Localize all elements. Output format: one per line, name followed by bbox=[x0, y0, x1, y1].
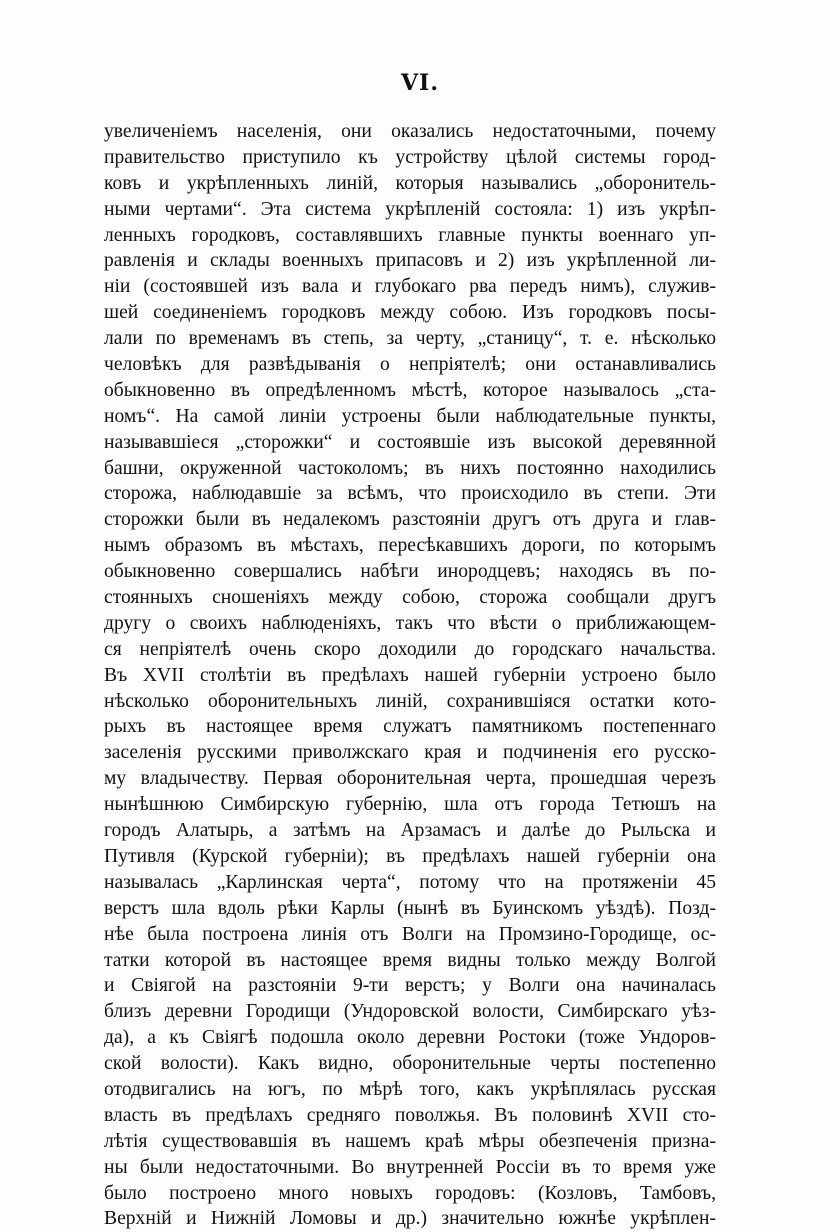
text-line: другу о своихъ наблюденiяхъ, такъ что вѣсти о приближающем- bbox=[104, 612, 716, 634]
text-line: верстъ шла вдоль рѣки Карлы (нынѣ въ Буинскомъ уѣздѣ). Позд- bbox=[104, 897, 716, 919]
text-line: заселенiя русскими приволжскаго края и подчиненiя его русско- bbox=[104, 742, 716, 764]
text-line: человѣкъ для развѣдыванiя о непрiятелѣ; они останавливались bbox=[104, 354, 716, 376]
text-line: и Свiягой на разстоянiи 9-ти верстъ; у Волги она начиналась bbox=[104, 975, 716, 997]
text-line: ковъ и укрѣпленныхъ линiй, которыя назывались „оборонитель- bbox=[104, 172, 716, 194]
text-line: увеличенiемъ населенiя, они оказались недостаточными, почему bbox=[104, 121, 716, 142]
text-line: нѣе была построена линiя отъ Волги на Промзино-Городище, ос- bbox=[104, 923, 716, 945]
text-line: ской волости). Какъ видно, оборонительные черты постепенно bbox=[104, 1053, 716, 1075]
text-line: близъ деревни Городищи (Ундоровской волости, Симбирскаго уѣз- bbox=[104, 1001, 716, 1023]
text-line: лѣтiя существовавшiя въ нашемъ краѣ мѣры обезпеченiя призна- bbox=[104, 1130, 716, 1152]
text-line: обыкновенно въ опредѣленномъ мѣстѣ, которое называлось „ста- bbox=[104, 379, 716, 401]
text-line: обыкновенно совершались набѣги инородцевъ; находясь въ по- bbox=[104, 561, 716, 583]
text-line: нѣсколько оборонительныхъ линiй, сохранившiяся остатки кото- bbox=[104, 690, 716, 712]
text-line: Путивля (Курской губернiи); въ предѣлахъ нашей губернiи она bbox=[104, 845, 716, 867]
text-line: правительство приступило къ устройству цѣлой системы город- bbox=[104, 146, 716, 168]
text-line: называвшiеся „сторожки“ и состоявшiе изъ высокой деревянной bbox=[104, 431, 716, 453]
text-line: нынѣшнюю Симбирскую губернiю, шла отъ города Тетюшъ на bbox=[104, 794, 716, 816]
text-line: татки которой въ настоящее время видны только между Волгой bbox=[104, 949, 716, 971]
text-line: му владычеству. Первая оборонительная черта, прошедшая черезъ bbox=[104, 768, 716, 790]
text-line: сторожки были въ недалекомъ разстоянiи другъ отъ друга и глав- bbox=[104, 509, 716, 531]
text-line: номъ“. На самой линiи устроены были наблюдательные пункты, bbox=[104, 405, 716, 427]
text-line: сторожа, наблюдавшiе за всѣмъ, что происходило въ степи. Эти bbox=[104, 483, 716, 505]
page-number: VI. bbox=[400, 70, 440, 96]
text-line: рыхъ въ настоящее время служатъ памятникомъ постепеннаго bbox=[104, 716, 716, 738]
text-line: лали по временамъ въ степь, за черту, „станицу“, т. е. нѣсколько bbox=[104, 328, 716, 350]
text-line: отодвигались на югъ, по мѣрѣ того, какъ укрѣплялась русская bbox=[104, 1078, 716, 1100]
text-line: Верхнiй и Нижнiй Ломовы и др.) значительно южнѣе укрѣплен- bbox=[104, 1208, 716, 1230]
text-line: ленныхъ городковъ, составлявшихъ главные пункты военнаго уп- bbox=[104, 224, 716, 246]
text-line: ны были недостаточными. Во внутренней Россiи въ то время уже bbox=[104, 1156, 716, 1178]
text-line: было построено много новыхъ городовъ: (Козловъ, Тамбовъ, bbox=[104, 1182, 716, 1204]
text-line: нымъ образомъ въ мѣстахъ, пересѣкавшихъ дороги, по которымъ bbox=[104, 535, 716, 557]
text-line: ными чертами“. Эта система укрѣпленiй состояла: 1) изъ укрѣп- bbox=[104, 198, 716, 220]
text-line: нiи (состоявшей изъ вала и глубокаго рва передъ нимъ), служив- bbox=[104, 276, 716, 298]
text-line: башни, окруженной частоколомъ; въ нихъ постоянно находились bbox=[104, 457, 716, 479]
text-line: называлась „Карлинская черта“, потому что на протяженiи 45 bbox=[104, 871, 716, 893]
text-line: власть въ предѣлахъ средняго поволжья. Въ половинѣ XVII сто- bbox=[104, 1104, 716, 1126]
text-line: равленiя и склады военныхъ припасовъ и 2) изъ укрѣпленной ли- bbox=[104, 250, 716, 272]
body-text bbox=[104, 119, 716, 1232]
text-line: да), а къ Свiягѣ подошла около деревни Ростоки (тоже Ундоров- bbox=[104, 1027, 716, 1049]
text-line: стоянныхъ сношенiяхъ между собою, сторожа сообщали другъ bbox=[104, 587, 716, 609]
text-line: ся непрiятелѣ очень скоро доходили до городскаго начальства. bbox=[104, 638, 716, 660]
text-line: шей соединенiемъ городковъ между собою. Изъ городковъ посы- bbox=[104, 302, 716, 324]
text-line: Въ XVII столѣтiи въ предѣлахъ нашей губернiи устроено было bbox=[104, 664, 716, 686]
text-line: городъ Алатырь, а затѣмъ на Арзамасъ и далѣе до Рыльска и bbox=[104, 820, 716, 842]
